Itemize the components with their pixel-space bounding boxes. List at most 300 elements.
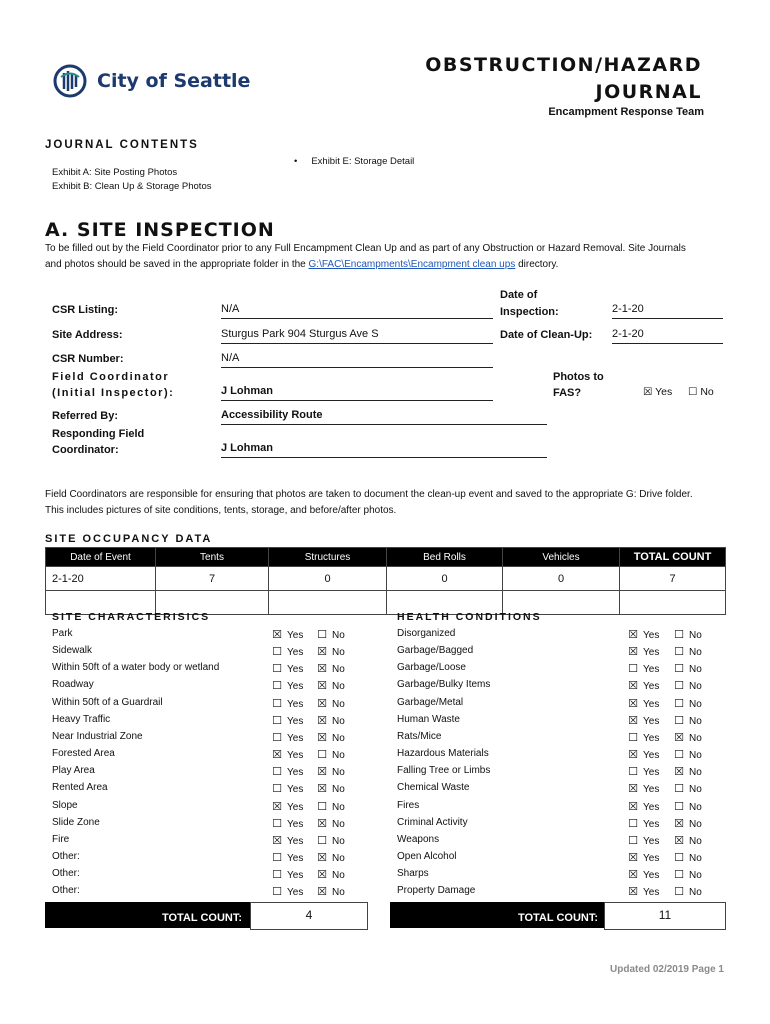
no-label: No xyxy=(332,647,345,659)
checkbox-icon: ☐ xyxy=(674,713,684,727)
characteristic-row xyxy=(52,885,357,902)
characteristic-no-checkbox[interactable] xyxy=(317,748,345,761)
intro-line-2 xyxy=(45,257,735,273)
checkbox-icon: ☐ xyxy=(317,833,327,847)
checkbox-icon: ☒ xyxy=(628,850,638,864)
characteristic-yes-checkbox[interactable] xyxy=(272,834,303,847)
yes-label: Yes xyxy=(287,870,304,882)
no-label: No xyxy=(689,732,702,744)
responding-coordinator-field[interactable]: J Lohman xyxy=(221,442,547,458)
cell-date[interactable]: 2-1-20 xyxy=(46,567,156,591)
no-label: No xyxy=(332,887,345,899)
yes-label: Yes xyxy=(287,664,304,676)
characteristic-no-checkbox[interactable] xyxy=(317,679,345,692)
health-row xyxy=(397,868,714,885)
cell-vehicles[interactable]: 0 xyxy=(503,567,620,591)
col-bed-rolls: Bed Rolls xyxy=(387,548,503,567)
characteristic-row xyxy=(52,662,357,679)
health-no-checkbox[interactable] xyxy=(674,782,702,795)
characteristic-label: Heavy Traffic xyxy=(52,713,111,725)
health-no-checkbox[interactable] xyxy=(674,800,702,813)
yes-label: Yes xyxy=(287,801,304,813)
characteristic-label: Near Industrial Zone xyxy=(52,730,143,742)
characteristics-total-bar xyxy=(45,902,250,928)
characteristic-no-checkbox[interactable] xyxy=(317,800,345,813)
col-structures: Structures xyxy=(269,548,387,567)
checkbox-icon: ☒ xyxy=(628,679,638,693)
health-row xyxy=(397,628,714,645)
cell-empty[interactable] xyxy=(269,591,387,615)
health-no-checkbox[interactable] xyxy=(674,714,702,727)
checkbox-icon: ☐ xyxy=(272,645,282,659)
health-label: Chemical Waste xyxy=(397,782,470,794)
characteristic-label: Roadway xyxy=(52,679,94,691)
photos-no-checkbox[interactable]: ☐ No xyxy=(688,386,714,398)
note-line-2: This includes pictures of site conditions, tents, storage, and before/after photos. xyxy=(45,505,397,516)
responding-coordinator-label xyxy=(52,426,144,458)
cell-bed-rolls[interactable]: 0 xyxy=(387,567,503,591)
health-yes-checkbox[interactable] xyxy=(628,628,659,641)
yes-label: Yes xyxy=(643,715,660,727)
yes-label: Yes xyxy=(287,681,304,693)
health-no-checkbox[interactable] xyxy=(674,834,702,847)
no-label: No xyxy=(332,698,345,710)
characteristic-no-checkbox[interactable] xyxy=(317,662,345,675)
health-row xyxy=(397,748,714,765)
no-label: No xyxy=(332,801,345,813)
health-yes-checkbox[interactable] xyxy=(628,679,659,692)
health-row xyxy=(397,817,714,834)
health-yes-checkbox[interactable] xyxy=(628,868,659,881)
health-yes-checkbox[interactable] xyxy=(628,834,659,847)
health-yes-checkbox[interactable] xyxy=(628,817,659,830)
health-no-checkbox[interactable] xyxy=(674,731,702,744)
characteristic-no-checkbox[interactable] xyxy=(317,765,345,778)
characteristic-row xyxy=(52,834,357,851)
no-label: No xyxy=(332,750,345,762)
col-vehicles: Vehicles xyxy=(503,548,620,567)
city-logo xyxy=(53,64,253,100)
checkbox-icon: ☒ xyxy=(674,816,684,830)
yes-label: Yes xyxy=(287,784,304,796)
health-label: Rats/Mice xyxy=(397,730,442,742)
checkbox-icon: ☒ xyxy=(628,885,638,899)
yes-label: Yes xyxy=(643,647,660,659)
health-label: Weapons xyxy=(397,833,440,845)
health-row xyxy=(397,851,714,868)
city-seal-icon xyxy=(53,64,87,98)
checkbox-icon: ☒ xyxy=(317,868,327,882)
yes-label: Yes xyxy=(643,870,660,882)
checkbox-icon: ☒ xyxy=(674,765,684,779)
checkbox-icon: ☐ xyxy=(674,628,684,641)
col-date: Date of Event xyxy=(46,548,156,567)
health-no-checkbox[interactable] xyxy=(674,885,702,898)
site-inspection-intro xyxy=(45,241,735,273)
checkbox-icon: ☒ xyxy=(628,696,638,710)
checkbox-icon: ☐ xyxy=(272,696,282,710)
checkbox-icon: ☐ xyxy=(317,748,327,762)
characteristic-row xyxy=(52,714,357,731)
characteristic-row xyxy=(52,800,357,817)
characteristic-row xyxy=(52,782,357,799)
health-yes-checkbox[interactable] xyxy=(628,714,659,727)
footer-text: Updated 02/2019 Page 1 xyxy=(610,964,724,975)
checkbox-icon: ☐ xyxy=(272,713,282,727)
characteristic-label: Within 50ft of a Guardrail xyxy=(52,696,163,708)
no-label: No xyxy=(332,767,345,779)
characteristic-no-checkbox[interactable] xyxy=(317,628,345,641)
health-total-bar xyxy=(390,902,604,928)
csr-listing-field[interactable]: N/A xyxy=(221,303,493,319)
health-label: Human Waste xyxy=(397,713,460,725)
characteristic-row xyxy=(52,645,357,662)
no-label: No xyxy=(332,732,345,744)
health-no-checkbox[interactable] xyxy=(674,697,702,710)
checkbox-icon: ☒ xyxy=(674,833,684,847)
no-label: No xyxy=(689,698,702,710)
health-yes-checkbox[interactable] xyxy=(628,782,659,795)
characteristic-row xyxy=(52,765,357,782)
health-yes-checkbox[interactable] xyxy=(628,748,659,761)
health-no-checkbox[interactable] xyxy=(674,868,702,881)
yes-label: Yes xyxy=(643,801,660,813)
csr-number-label: CSR Number: xyxy=(52,353,124,365)
checkbox-icon: ☐ xyxy=(628,730,638,744)
checkbox-icon: ☒ xyxy=(628,868,638,882)
characteristic-row xyxy=(52,851,357,868)
intro-text-end: directory. xyxy=(515,259,559,270)
checkbox-icon: ☒ xyxy=(272,628,282,641)
no-label: No xyxy=(689,750,702,762)
checkbox-icon: ☐ xyxy=(628,662,638,676)
checkbox-icon: ☐ xyxy=(272,730,282,744)
checkbox-icon: ☒ xyxy=(628,799,638,813)
checkbox-icon: ☐ xyxy=(272,679,282,693)
yes-label: Yes xyxy=(643,767,660,779)
health-label: Fires xyxy=(397,799,420,811)
characteristic-no-checkbox[interactable] xyxy=(317,868,345,881)
photo-note xyxy=(45,487,745,519)
no-label: No xyxy=(332,715,345,727)
characteristic-no-checkbox[interactable] xyxy=(317,885,345,898)
checkbox-icon: ☐ xyxy=(628,816,638,830)
yes-label: Yes xyxy=(287,835,304,847)
cell-structures[interactable]: 0 xyxy=(269,567,387,591)
health-no-checkbox[interactable] xyxy=(674,748,702,761)
site-inspection-heading: A. SITE INSPECTION xyxy=(45,219,275,241)
yes-label: Yes xyxy=(643,887,660,899)
title-line-1: OBSTRUCTION/HAZARD xyxy=(425,54,702,76)
checkbox-icon: ☒ xyxy=(317,713,327,727)
no-label: No xyxy=(332,681,345,693)
yes-label: Yes xyxy=(287,750,304,762)
yes-label: Yes xyxy=(643,732,660,744)
characteristic-no-checkbox[interactable] xyxy=(317,645,345,658)
checkbox-icon: ☒ xyxy=(317,696,327,710)
yes-label: Yes xyxy=(643,664,660,676)
characteristic-no-checkbox[interactable] xyxy=(317,817,345,830)
date-cleanup-field[interactable]: 2-1-20 xyxy=(612,328,723,344)
checkbox-icon: ☒ xyxy=(317,679,327,693)
no-label: No xyxy=(689,681,702,693)
characteristic-yes-checkbox[interactable] xyxy=(272,851,303,864)
health-no-checkbox[interactable] xyxy=(674,645,702,658)
characteristic-label: Other: xyxy=(52,868,80,880)
characteristic-row xyxy=(52,628,357,645)
characteristic-label: Sidewalk xyxy=(52,645,93,657)
cell-total[interactable]: 7 xyxy=(620,567,726,591)
intro-text: and photos should be saved in the appropriate folder in the xyxy=(45,259,309,270)
checkbox-icon: ☒ xyxy=(317,850,327,864)
document-subtitle: Encampment Response Team xyxy=(548,106,704,118)
health-yes-checkbox[interactable] xyxy=(628,885,659,898)
exhibit-e-label: Exhibit E: Storage Detail xyxy=(311,156,415,167)
checkbox-icon: ☒ xyxy=(628,782,638,796)
health-no-checkbox[interactable] xyxy=(674,628,702,641)
characteristic-row xyxy=(52,817,357,834)
occupancy-table xyxy=(45,547,726,615)
cell-empty[interactable] xyxy=(620,591,726,615)
health-label: Property Damage xyxy=(397,885,476,897)
health-no-checkbox[interactable] xyxy=(674,765,702,778)
checkbox-icon: ☒ xyxy=(317,765,327,779)
yes-label: Yes xyxy=(287,630,304,641)
field-coordinator-label xyxy=(52,369,174,401)
characteristic-yes-checkbox[interactable] xyxy=(272,662,303,675)
health-row xyxy=(397,731,714,748)
no-label: No xyxy=(689,852,702,864)
checkbox-icon: ☒ xyxy=(628,748,638,762)
health-row xyxy=(397,800,714,817)
characteristic-no-checkbox[interactable] xyxy=(317,731,345,744)
health-label: Garbage/Loose xyxy=(397,662,466,674)
occupancy-heading: SITE OCCUPANCY DATA xyxy=(45,533,213,545)
yes-label: Yes xyxy=(643,835,660,847)
date-label-line-2: Inspection: xyxy=(500,306,559,318)
no-label: No xyxy=(332,784,345,796)
no-label: No xyxy=(689,801,702,813)
checkbox-icon: ☒ xyxy=(272,833,282,847)
health-row xyxy=(397,834,714,851)
checkbox-icon: ☐ xyxy=(674,662,684,676)
checkbox-icon: ☒ xyxy=(317,782,327,796)
responding-line-2: Coordinator: xyxy=(52,444,119,456)
characteristic-yes-checkbox[interactable] xyxy=(272,800,303,813)
photos-line-2: FAS? xyxy=(553,387,582,399)
no-label: No xyxy=(689,664,702,676)
date-inspection-field[interactable]: 2-1-20 xyxy=(612,303,723,319)
health-yes-checkbox[interactable] xyxy=(628,662,659,675)
characteristic-yes-checkbox[interactable] xyxy=(272,714,303,727)
characteristic-row xyxy=(52,748,357,765)
journal-contents-heading: JOURNAL CONTENTS xyxy=(45,139,199,151)
characteristic-label: Forested Area xyxy=(52,748,115,760)
characteristics-heading: SITE CHARACTERISICS xyxy=(52,611,211,623)
characteristic-no-checkbox[interactable] xyxy=(317,834,345,847)
yes-label: Yes xyxy=(287,767,304,779)
checkbox-icon: ☒ xyxy=(317,885,327,899)
exhibit-b-item: Exhibit B: Clean Up & Storage Photos xyxy=(52,181,212,192)
checkbox-icon: ☐ xyxy=(674,696,684,710)
checkbox-icon: ☐ xyxy=(272,850,282,864)
no-label: No xyxy=(689,715,702,727)
document-title xyxy=(302,52,702,106)
characteristic-yes-checkbox[interactable] xyxy=(272,679,303,692)
health-yes-checkbox[interactable] xyxy=(628,645,659,658)
exhibit-a-item: Exhibit A: Site Posting Photos xyxy=(52,167,178,178)
no-label: No xyxy=(689,818,702,830)
checkbox-icon: ☐ xyxy=(674,748,684,762)
health-yes-checkbox[interactable] xyxy=(628,731,659,744)
no-label: No xyxy=(332,630,345,641)
yes-label: Yes xyxy=(287,698,304,710)
characteristic-no-checkbox[interactable] xyxy=(317,782,345,795)
characteristic-label: Fire xyxy=(52,833,70,845)
cell-tents[interactable]: 7 xyxy=(156,567,269,591)
health-label: Falling Tree or Limbs xyxy=(397,765,491,777)
health-row xyxy=(397,782,714,799)
health-total-field[interactable]: 11 xyxy=(604,902,726,930)
characteristic-yes-checkbox[interactable] xyxy=(272,868,303,881)
referred-by-field[interactable]: Accessibility Route xyxy=(221,409,547,425)
characteristic-yes-checkbox[interactable] xyxy=(272,748,303,761)
characteristic-yes-checkbox[interactable] xyxy=(272,628,303,641)
yes-label: Yes xyxy=(287,732,304,744)
checkbox-icon: ☐ xyxy=(317,628,327,641)
yes-label: Yes xyxy=(643,784,660,796)
characteristics-total-field[interactable]: 4 xyxy=(250,902,368,930)
health-heading: HEALTH CONDITIONS xyxy=(397,611,542,623)
directory-link[interactable]: G:\FAC\Encampments\Encampment clean ups xyxy=(308,259,516,270)
characteristic-yes-checkbox[interactable] xyxy=(272,765,303,778)
no-label: No xyxy=(689,647,702,659)
checkbox-icon: ☐ xyxy=(272,782,282,796)
no-label: No xyxy=(689,784,702,796)
characteristic-yes-checkbox[interactable] xyxy=(272,731,303,744)
logo-text: City of Seattle xyxy=(97,70,251,92)
field-coord-line-1: Field Coordinator xyxy=(52,371,170,383)
site-address-label: Site Address: xyxy=(52,329,123,341)
characteristic-label: Slope xyxy=(52,799,78,811)
referred-by-label: Referred By: xyxy=(52,410,119,422)
checkbox-icon: ☒ xyxy=(317,645,327,659)
characteristic-yes-checkbox[interactable] xyxy=(272,697,303,710)
photos-yes-checkbox[interactable]: ☒ Yes xyxy=(643,386,673,398)
health-no-checkbox[interactable] xyxy=(674,679,702,692)
health-yes-checkbox[interactable] xyxy=(628,851,659,864)
checkbox-icon: ☐ xyxy=(674,868,684,882)
field-coord-line-2: (Initial Inspector): xyxy=(52,387,175,399)
yes-label: Yes xyxy=(287,647,304,659)
checkbox-icon: ☐ xyxy=(272,816,282,830)
intro-line-1: To be filled out by the Field Coordinator prior to any Full Encampment Clean Up and as part of any Obstruction or Hazard Removal. Site Journals xyxy=(45,243,686,254)
characteristic-no-checkbox[interactable] xyxy=(317,714,345,727)
no-label: No xyxy=(332,818,345,830)
note-line-1: Field Coordinators are responsible for ensuring that photos are taken to document the clean-up event and saved to the appropriate G: Drive folder. xyxy=(45,489,693,500)
characteristic-label: Within 50ft of a water body or wetland xyxy=(52,662,220,674)
health-row xyxy=(397,714,714,731)
health-no-checkbox[interactable] xyxy=(674,817,702,830)
checkbox-icon: ☒ xyxy=(317,816,327,830)
no-label: No xyxy=(689,630,702,641)
characteristic-yes-checkbox[interactable] xyxy=(272,782,303,795)
no-label: No xyxy=(332,870,345,882)
characteristic-yes-checkbox[interactable] xyxy=(272,645,303,658)
field-coordinator-field[interactable]: J Lohman xyxy=(221,385,493,401)
characteristic-row xyxy=(52,868,357,885)
no-label: No xyxy=(689,887,702,899)
health-yes-checkbox[interactable] xyxy=(628,800,659,813)
checkbox-icon: ☐ xyxy=(674,782,684,796)
no-label: No xyxy=(332,852,345,864)
health-label: Sharps xyxy=(397,868,429,880)
health-label: Disorganized xyxy=(397,628,456,639)
yes-label: Yes xyxy=(287,887,304,899)
characteristic-yes-checkbox[interactable] xyxy=(272,885,303,898)
yes-label: Yes xyxy=(287,818,304,830)
occupancy-header-row xyxy=(46,548,726,567)
health-row xyxy=(397,885,714,902)
characteristic-label: Rented Area xyxy=(52,782,108,794)
checkbox-icon: ☒ xyxy=(272,799,282,813)
checkbox-icon: ☐ xyxy=(272,765,282,779)
csr-number-field[interactable]: N/A xyxy=(221,352,493,368)
yes-label: Yes xyxy=(287,852,304,864)
no-label: No xyxy=(689,835,702,847)
date-cleanup-label: Date of Clean-Up: xyxy=(500,329,593,341)
no-label: No xyxy=(332,835,345,847)
checkbox-icon: ☐ xyxy=(674,885,684,899)
checkbox-icon: ☐ xyxy=(674,799,684,813)
health-label: Garbage/Metal xyxy=(397,696,464,708)
checkbox-icon: ☒ xyxy=(674,730,684,744)
health-label: Criminal Activity xyxy=(397,816,468,828)
yes-label: Yes xyxy=(643,681,660,693)
characteristic-no-checkbox[interactable] xyxy=(317,697,345,710)
exhibit-e-item xyxy=(294,156,414,167)
health-yes-checkbox[interactable] xyxy=(628,697,659,710)
characteristic-label: Other: xyxy=(52,885,80,897)
characteristics-total-label: TOTAL COUNT: xyxy=(161,912,242,924)
health-label: Garbage/Bulky Items xyxy=(397,679,491,691)
health-label: Garbage/Bagged xyxy=(397,645,474,657)
health-row xyxy=(397,697,714,714)
characteristic-row xyxy=(52,731,357,748)
yes-label: Yes xyxy=(287,715,304,727)
health-row xyxy=(397,765,714,782)
yes-label: Yes xyxy=(643,750,660,762)
date-label-line-1: Date of xyxy=(500,289,538,301)
characteristic-yes-checkbox[interactable] xyxy=(272,817,303,830)
characteristic-label: Park xyxy=(52,628,73,639)
health-no-checkbox[interactable] xyxy=(674,662,702,675)
health-yes-checkbox[interactable] xyxy=(628,765,659,778)
title-line-2: JOURNAL xyxy=(595,81,702,103)
health-label: Hazardous Materials xyxy=(397,748,489,760)
site-address-field[interactable]: Sturgus Park 904 Sturgus Ave S xyxy=(221,328,493,344)
health-row xyxy=(397,662,714,679)
yes-label: Yes xyxy=(643,818,660,830)
checkbox-icon: ☐ xyxy=(317,799,327,813)
characteristic-no-checkbox[interactable] xyxy=(317,851,345,864)
checkbox-icon: ☒ xyxy=(317,730,327,744)
health-row xyxy=(397,645,714,662)
bullet-icon: • xyxy=(294,156,298,167)
health-no-checkbox[interactable] xyxy=(674,851,702,864)
checkbox-icon: ☐ xyxy=(272,868,282,882)
health-total-label: TOTAL COUNT: xyxy=(517,912,598,924)
